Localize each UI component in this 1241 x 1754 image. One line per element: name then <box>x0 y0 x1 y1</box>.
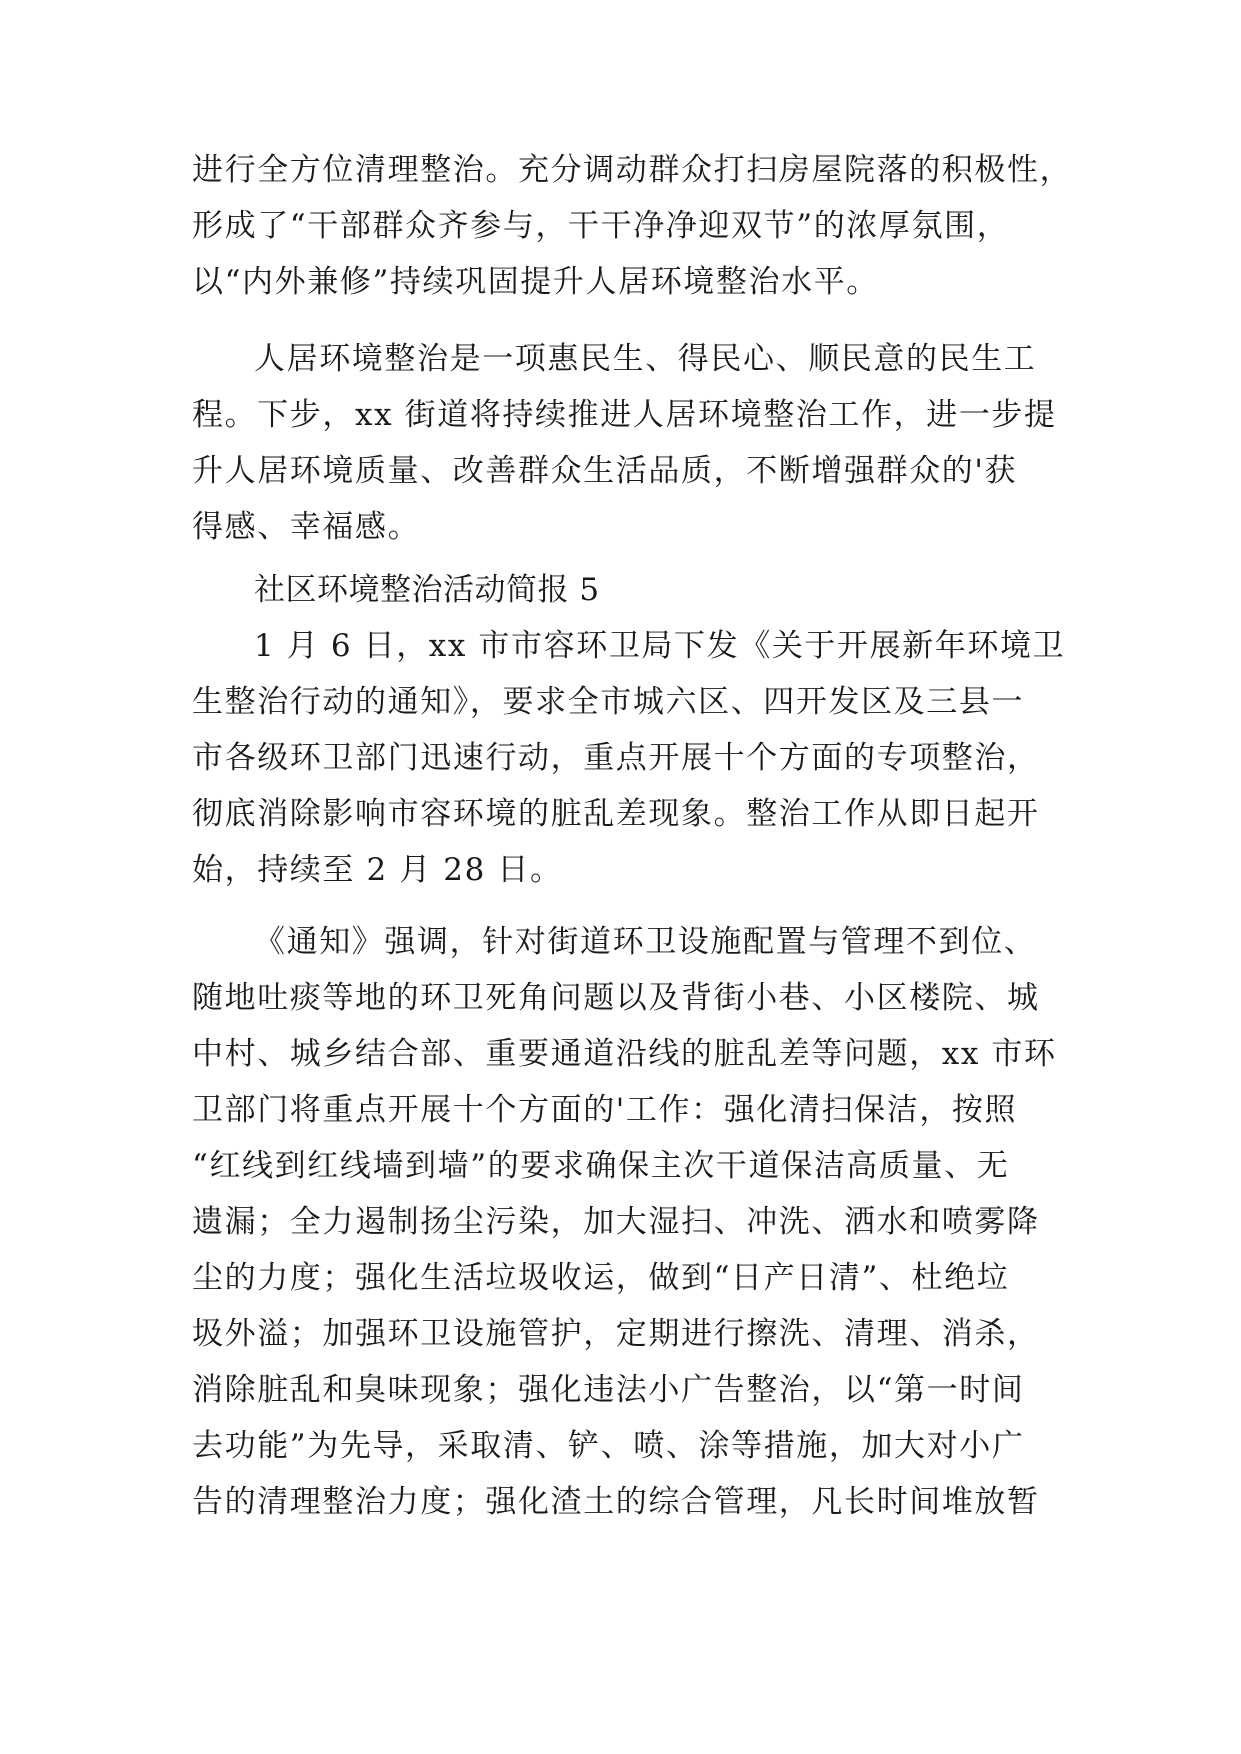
body-line: 去功能”为先导，采取清、铲、喷、涂等措施，加大对小广 <box>192 1428 1025 1464</box>
body-line: 升人居环境质量、改善群众生活品质，不断增强群众的'获 <box>192 453 1018 489</box>
paragraph-first-line: 1 月 6 日，xx 市市容环卫局下发《关于开展新年环境卫 <box>254 628 1066 664</box>
body-line: 告的清理整治力度；强化渣土的综合管理，凡长时间堆放暂 <box>192 1484 1040 1520</box>
body-line: 生整治行动的通知》，要求全市城六区、四开发区及三县一 <box>192 684 1025 720</box>
paragraph-first-line: 《通知》强调，针对街道环卫设施配置与管理不到位、 <box>254 924 1037 960</box>
body-line: 卫部门将重点开展十个方面的'工作：强化清扫保洁，按照 <box>192 1092 1018 1128</box>
paragraph-first-line: 人居环境整治是一项惠民生、得民心、顺民意的民生工 <box>254 341 1037 377</box>
body-line: 始，持续至 2 月 28 日。 <box>192 852 563 888</box>
body-line: 彻底消除影响市容环境的脏乱差现象。整治工作从即日起开 <box>192 796 1040 832</box>
body-line: 程。下步，xx 街道将持续推进人居环境整治工作，进一步提 <box>192 397 1057 433</box>
body-line: 进行全方位清理整治。充分调动群众打扫房屋院落的积极性， <box>192 152 1073 188</box>
body-line: 尘的力度；强化生活垃圾收运，做到“日产日清”、杜绝垃 <box>192 1260 1010 1296</box>
body-line: 随地吐痰等地的环卫死角问题以及背街小巷、小区楼院、城 <box>192 980 1040 1016</box>
body-line: 消除脏乱和臭味现象；强化违法小广告整治，以“第一时间 <box>192 1372 1025 1408</box>
body-line: “红线到红线墙到墙”的要求确保主次干道保洁高质量、无 <box>192 1148 1010 1184</box>
body-line: 以“内外兼修”持续巩固提升人居环境整治水平。 <box>192 264 879 300</box>
body-line: 形成了“干部群众齐参与，干干净净迎双节”的浓厚氛围， <box>192 208 1010 244</box>
body-line: 中村、城乡结合部、重要通道沿线的脏乱差等问题，xx 市环 <box>192 1036 1057 1072</box>
section-heading: 社区环境整治活动简报 5 <box>254 572 600 608</box>
body-line: 得感、幸福感。 <box>192 509 421 545</box>
body-line: 圾外溢；加强环卫设施管护，定期进行擦洗、清理、消杀， <box>192 1316 1040 1352</box>
body-line: 遗漏；全力遏制扬尘污染，加大湿扫、冲洗、洒水和喷雾降 <box>192 1204 1040 1240</box>
body-line: 市各级环卫部门迅速行动，重点开展十个方面的专项整治， <box>192 740 1040 776</box>
